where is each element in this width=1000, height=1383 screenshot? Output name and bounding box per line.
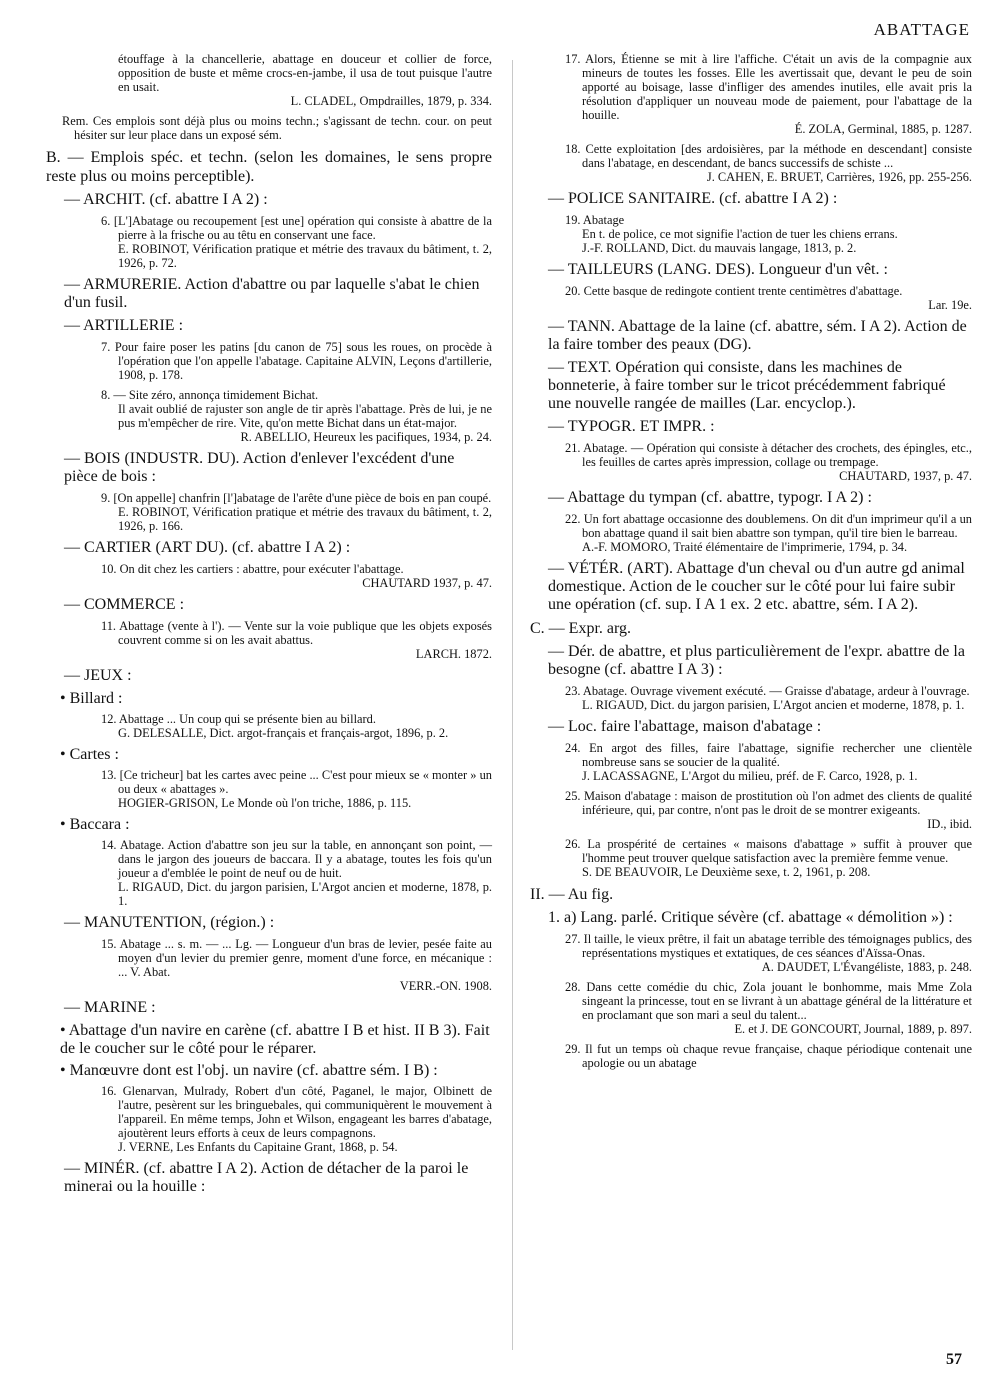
- example-20: 20. Cette basque de redingote contient trente centimètres d'abattage. Lar. 19e.: [565, 284, 972, 312]
- left-column: [46, 52, 492, 1201]
- example-source: J. CAHEN, E. BRUET, Carrières, 1926, pp. 255-256.: [706, 170, 972, 184]
- section-c-heading: C. — Expr. arg.: [530, 620, 632, 637]
- domain-text: — TEXT. Opération qui consiste, dans les machines de bonneterie, à faire tomber sur le tricot précédemment fabriqué une nouvelle rangée de mailles (Lar. encyclop.).: [548, 359, 946, 412]
- domain-armurerie: — ARMURERIE. Action d'abattre ou par laquelle s'abat le chien d'un fusil.: [64, 276, 480, 311]
- running-head: ABATTAGE: [873, 20, 970, 39]
- domain-tann: — TANN. Abattage de la laine (cf. abattre, sém. I A 2). Action de la faire tomber des peaux (DG).: [548, 318, 967, 353]
- section-ii-heading: II. — Au fig.: [530, 886, 614, 903]
- example-source: R. ABELLIO, Heureux les pacifiques, 1934, p. 24.: [240, 430, 492, 444]
- example-source: HOGIER-GRISON, Le Monde où l'on triche, 1886, p. 115.: [118, 796, 412, 810]
- example-25: 25. Maison d'abatage : maison de prostitution où l'on admet des clients de qualité inférieure, qui, par contre, n'ont pas le droit de se montrer exigeants. ID., ibid.: [565, 789, 972, 831]
- example-source: A.-F. MOMORO, Traité élémentaire de l'imprimerie, 1794, p. 34.: [582, 540, 908, 554]
- example-19: 19. Abatage En t. de police, ce mot signifie l'action de tuer les chiens errans. J.-F. ROLLAND, Dict. du mauvais langage, 1813, p. 2.: [530, 213, 972, 255]
- section-b-heading: B. — Emplois spéc. et techn. (selon les domaines, le sens propre reste plus ou moins perceptible).: [46, 149, 492, 185]
- example-21: 21. Abatage. — Opération qui consiste à détacher des crochets, des épingles, etc., les feuilles de cartes après impression, collage ou trempage. CHAUTARD, 1937, p. 47.: [565, 441, 972, 483]
- example-source: L. RIGAUD, Dict. du jargon parisien, L'Argot ancien et moderne, 1878, p. 1.: [118, 880, 492, 908]
- example-source: J. VERNE, Les Enfants du Capitaine Grant, 1868, p. 54.: [118, 1140, 398, 1154]
- example-source: LARCH. 1872.: [415, 647, 492, 661]
- domain-cartier: — CARTIER (ART DU). (cf. abattre I A 2) :: [64, 539, 351, 556]
- locution: — Loc. faire l'abattage, maison d'abatage :: [548, 718, 822, 735]
- example-10: 10. On dit chez les cartiers : abattre, pour exécuter l'abattage. CHAUTARD 1937, p. 47.: [101, 562, 492, 590]
- example-source: CHAUTARD 1937, p. 47.: [362, 576, 492, 590]
- example-23: 23. Abatage. Ouvrage vivement exécuté. — Graisse d'abatage, ardeur à l'ouvrage. L. RIGAUD, Dict. du jargon parisien, L'Argot ancien et moderne, 1878, p. 1.: [530, 684, 972, 712]
- example-source: E. ROBINOT, Vérification pratique et métrie des travaux du bâtiment, t. 2, 1926, p. 166.: [118, 505, 492, 533]
- example-source: E. ROBINOT, Vérification pratique et métrie des travaux du bâtiment, t. 2, 1926, p. 72.: [118, 242, 492, 270]
- example-continuation: étouffage à la chancellerie, abattage en douceur et collier de force, opposition de buste et même crocs-en-jambe, il usa de tout puisque l'autre en usait. L. CLADEL, Ompdrailles, 1879, p. 334.: [118, 52, 492, 108]
- example-26: 26. La prospérité de certaines « maisons d'abattage » suffit à prouver que l'homme peut trouver quelque satisfaction avec la première femme venue. S. DE BEAUVOIR, Le Deuxième sexe, t. 2, 1961, p. 208.: [565, 837, 972, 879]
- example-16: 16. Glenarvan, Mulrady, Robert d'un côté, Paganel, le major, Olbinett de l'autre, pesèrent sur les bringuebales, qui communiquèrent le mouvement à l'appareil. En même temps, John et Wilson, engageant les barres d'abatage, ajoutèrent leurs efforts à ceux de leurs compagnons. J. VERNE, Les Enfants du Capitaine Grant, 1868, p. 54.: [101, 1084, 492, 1154]
- domain-manutention: — MANUTENTION, (région.) :: [64, 914, 275, 931]
- example-14: 14. Abatage. Action d'abattre son jeu sur la table, en annonçant son point, — dans le jargon des joueurs de baccara. Il y a abatage, toutes les fois qu'un joueur a d'emblée le point de neuf ou de huit. L. RIGAUD, Dict. du jargon parisien, L'Argot ancien et moderne, 1878, p. 1.: [101, 838, 492, 908]
- example-27: 27. Il taille, le vieux prêtre, il fait un abatage terrible des témoignages publics, des représentations mystiques et extatiques, de ces séances d'Aïssa-Onas. A. DAUDET, L'Évangéliste, 1883, p. 248.: [565, 932, 972, 974]
- page-number: 57: [946, 1351, 962, 1368]
- domain-artillerie: — ARTILLERIE :: [64, 317, 184, 334]
- example-24: 24. En argot des filles, faire l'abattage, signifie rechercher une clientèle nombreuse sans se soucier de la qualité. J. LACASSAGNE, L'Argot du milieu, préf. de F. Carco, 1928, p. 1.: [565, 741, 972, 783]
- subdomain-billard: • Billard :: [60, 690, 123, 707]
- example-source: L. RIGAUD, Dict. du jargon parisien, L'Argot ancien et moderne, 1878, p. 1.: [582, 698, 965, 712]
- example-source: Lar. 19e.: [928, 298, 972, 312]
- example-17: 17. Alors, Étienne se mit à lire l'affiche. C'était un avis de la compagnie aux mineurs de toutes les fosses. Elle les avertissait que, devant le peu de soin apporté au boisage, lasse d'infliger des amendes inutiles, elle avait pris la résolution d'appliquer un nouveau mode de paiement, pour l'abattage de la houille. É. ZOLA, Germinal, 1885, p. 1287.: [565, 52, 972, 136]
- example-15: 15. Abatage ... s. m. — ... Lg. — Longueur d'un bras de levier, pesée faite au moyen d'un levier du premier genre, moment d'une force, en mécanique : ... V. Abat. VERR.-ON. 1908.: [101, 937, 492, 993]
- domain-jeux: — JEUX :: [64, 667, 132, 684]
- example-28: 28. Dans cette comédie du chic, Zola jouant le bonhomme, mais Mme Zola singeant la princesse, tout en se livrant à un abattage général de la littérature et en proclamant que son mari a seul du talent... E. et J. DE GONCOURT, Journal, 1889, p. 897.: [565, 980, 972, 1036]
- domain-bois: — BOIS (INDUSTR. DU). Action d'enlever l'excédent d'une pièce de bois :: [64, 450, 455, 485]
- example-8: 8. — Site zéro, annonça timidement Bichat. Il avait oublié de rajuster son angle de tir après l'abattage. Près de lui, je ne pus m'empêcher de rire. Vite, qu'on mette Bichat dans un état-major. R. ABELLIO, Heureux les pacifiques, 1934, p. 24.: [101, 388, 492, 444]
- example-source: VERR.-ON. 1908.: [399, 979, 492, 993]
- example-source: J. LACASSAGNE, L'Argot du milieu, préf. de F. Carco, 1928, p. 1.: [582, 769, 918, 783]
- example-source: A. DAUDET, L'Évangéliste, 1883, p. 248.: [761, 960, 972, 974]
- domain-miner: — MINÉR. (cf. abattre I A 2). Action de détacher de la paroi le minerai ou la houille :: [64, 1160, 469, 1195]
- domain-veter: — VÉTÉR. (ART). Abattage d'un cheval ou d'un autre gd animal domestique. Action de le coucher sur le côté pour lui faire subir une opération (cf. sup. I A 1 ex. 2 etc. abattre, sém. I A 2).: [548, 560, 965, 613]
- example-18: 18. Cette exploitation [des ardoisières, par la méthode en descendant] consiste dans l'abatage, en descendant, de bancs successifs de schiste ... J. CAHEN, E. BRUET, Carrières, 1926, pp. 255-256.: [565, 142, 972, 184]
- domain-marine: — MARINE :: [64, 999, 156, 1016]
- derivation: — Dér. de abattre, et plus particulièrement de l'expr. abattre de la besogne (cf. abattre I A 3) :: [548, 643, 965, 678]
- example-11: 11. Abattage (vente à l'). — Vente sur la voie publique que les objets exposés couvrent comme si on les avait abattus. LARCH. 1872.: [101, 619, 492, 661]
- marine-sense-1: • Abattage d'un navire en carène (cf. abattre I B et hist. II B 3). Fait de le coucher sur le côté pour le réparer.: [60, 1022, 490, 1057]
- sense-1a: 1. a) Lang. parlé. Critique sévère (cf. abattage « démolition ») :: [548, 909, 953, 926]
- domain-archit: — ARCHIT. (cf. abattre I A 2) :: [64, 191, 268, 208]
- domain-police-sanitaire: — POLICE SANITAIRE. (cf. abattre I A 2) :: [548, 190, 838, 207]
- subdomain-tympan: — Abattage du tympan (cf. abattre, typogr. I A 2) :: [548, 489, 872, 506]
- example-source: É. ZOLA, Germinal, 1885, p. 1287.: [794, 122, 972, 136]
- right-column: [530, 52, 972, 1076]
- marine-sense-2: • Manœuvre dont est l'obj. un navire (cf. abattre sém. I B) :: [60, 1062, 438, 1079]
- example-22: 22. Un fort abattage occasionne des doublemens. On dit d'un imprimeur qu'il a un bon abattage quand il sait bien abattre son tympan, qu'il tire bien le barreau. A.-F. MOMORO, Traité élémentaire de l'imprimerie, 1794, p. 34.: [565, 512, 972, 554]
- subdomain-cartes: • Cartes :: [60, 746, 119, 763]
- subdomain-baccara: • Baccara :: [60, 816, 130, 833]
- example-source: S. DE BEAUVOIR, Le Deuxième sexe, t. 2, 1961, p. 208.: [582, 865, 871, 879]
- example-source: ID., ibid.: [927, 817, 972, 831]
- example-source: G. DELESALLE, Dict. argot-français et français-argot, 1896, p. 2.: [118, 726, 449, 740]
- example-6: 6. [L']Abatage ou recoupement [est une] opération qui consiste à abattre de la pierre à la frische ou au têtu en conservant une face. E. ROBINOT, Vérification pratique et métrie des travaux du bâtiment, t. 2, 1926, p. 72.: [101, 214, 492, 270]
- example-source: CHAUTARD, 1937, p. 47.: [839, 469, 972, 483]
- example-source: J.-F. ROLLAND, Dict. du mauvais langage, 1813, p. 2.: [582, 241, 857, 255]
- domain-tailleurs: — TAILLEURS (LANG. DES). Longueur d'un vêt. :: [548, 261, 888, 278]
- example-13: 13. [Ce tricheur] bat les cartes avec peine ... C'est pour mieux se « monter » un ou deux « abattages ». HOGIER-GRISON, Le Monde où l'on triche, 1886, p. 115.: [101, 768, 492, 810]
- example-7: 7. Pour faire poser les patins [du canon de 75] sous les roues, on procède à l'opération que l'on appelle l'abatage. Capitaine ALVIN, Leçons d'artillerie, 1908, p. 178.: [101, 340, 492, 382]
- example-29: 29. Il fut un temps où chaque revue française, chaque périodique contenait une apologie ou un abatage: [565, 1042, 972, 1070]
- remark: Rem. Ces emplois sont déjà plus ou moins techn.; s'agissant de techn. cour. on peut hésiter sur leur place dans un exposé sém.: [62, 114, 492, 142]
- column-divider: [512, 60, 513, 1350]
- example-9: 9. [On appelle] chanfrin [l']abatage de l'arête d'une pièce de bois en pan coupé. E. ROBINOT, Vérification pratique et métrie des travaux du bâtiment, t. 2, 1926, p. 166.: [101, 491, 492, 533]
- example-12: 12. Abattage ... Un coup qui se présente bien au billard. G. DELESALLE, Dict. argot-français et français-argot, 1896, p. 2.: [46, 712, 492, 740]
- example-source: L. CLADEL, Ompdrailles, 1879, p. 334.: [290, 94, 492, 108]
- domain-typogr: — TYPOGR. ET IMPR. :: [548, 418, 715, 435]
- domain-commerce: — COMMERCE :: [64, 596, 185, 613]
- example-source: E. et J. DE GONCOURT, Journal, 1889, p. 897.: [734, 1022, 972, 1036]
